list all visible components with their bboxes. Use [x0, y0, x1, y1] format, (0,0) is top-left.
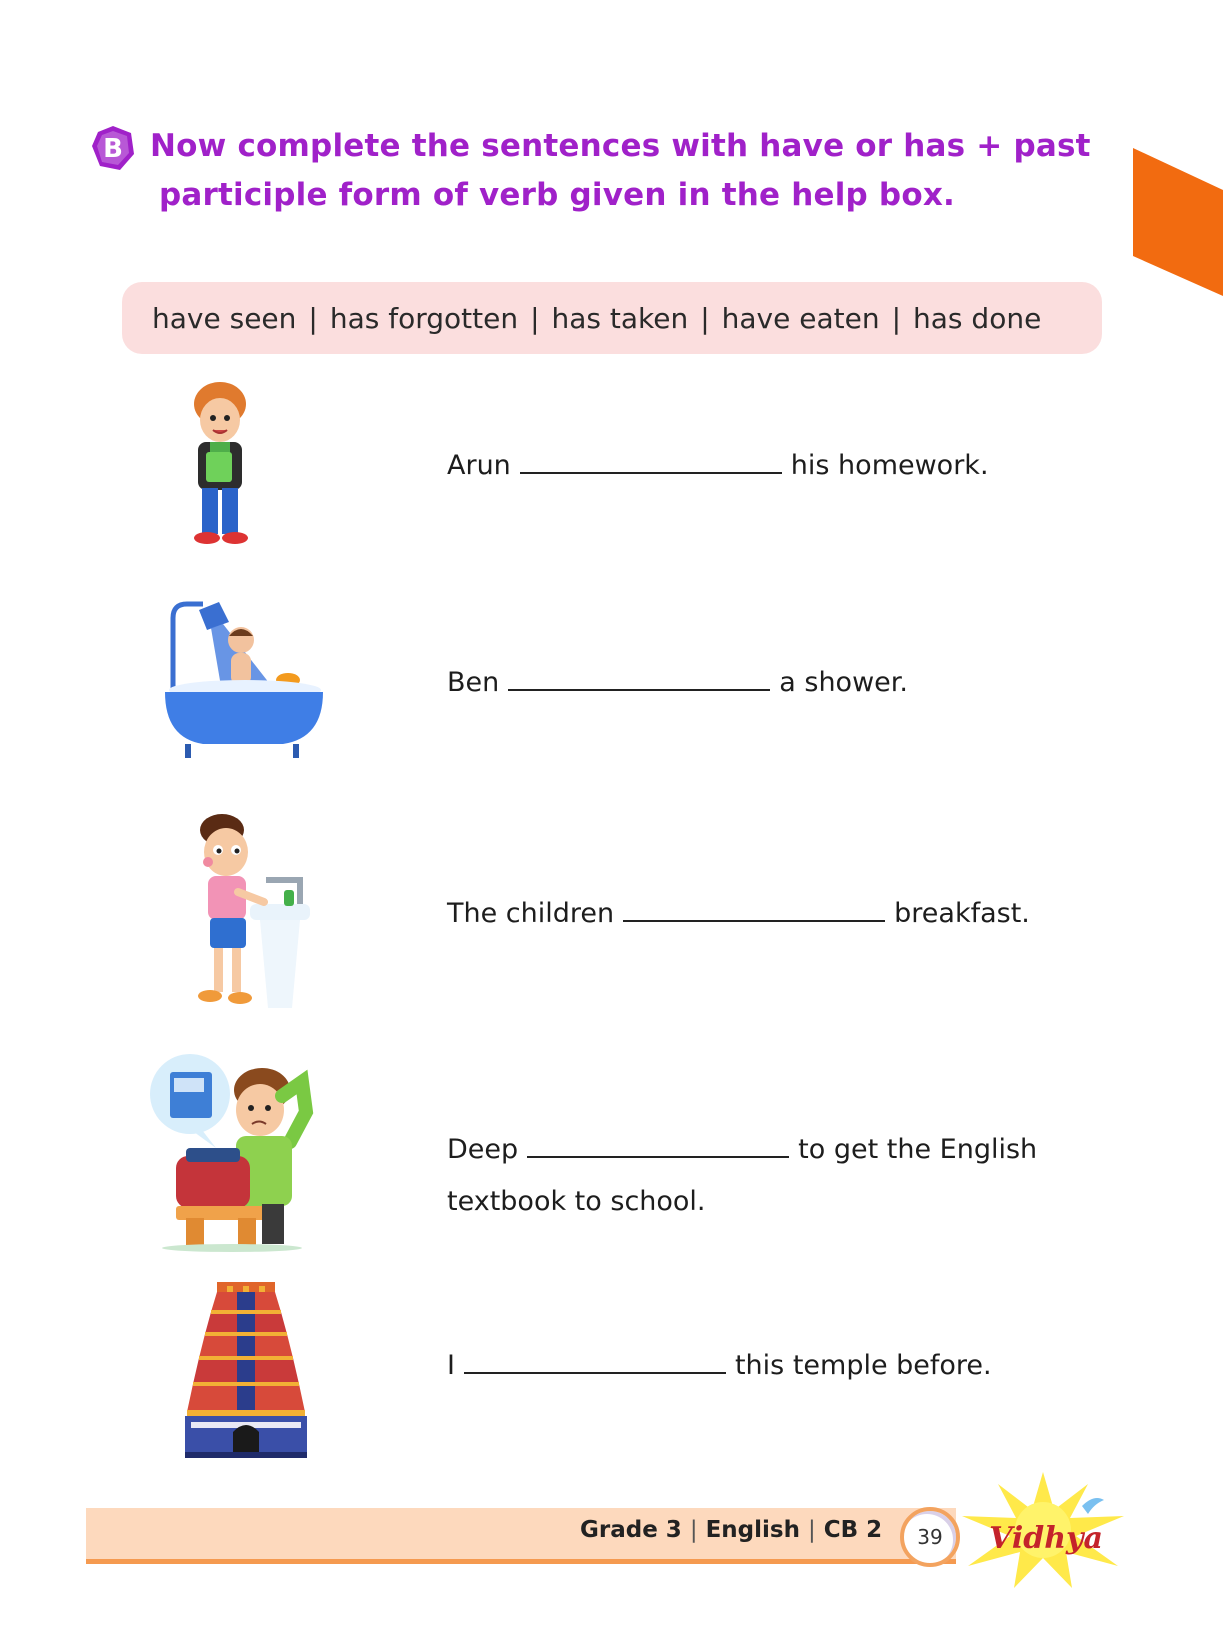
- sentence-4-line-2: textbook to school.: [447, 1186, 706, 1217]
- sentence-3-after: breakfast.: [894, 898, 1030, 929]
- sentence-2: [447, 657, 908, 709]
- sentence-5-after: this temple before.: [734, 1350, 992, 1381]
- section-heading: [150, 122, 1091, 220]
- answer-blank-2[interactable]: [508, 659, 770, 691]
- footer-grade: Grade 3: [580, 1517, 682, 1543]
- sentence-1-before: Arun: [447, 450, 511, 481]
- help-word: have seen: [152, 301, 297, 335]
- help-separator: |: [700, 301, 710, 335]
- sentence-4-before: Deep: [447, 1134, 519, 1165]
- sentence-4-after: to get the English: [798, 1134, 1038, 1165]
- boy-in-bathtub-illustration: [163, 598, 325, 768]
- help-word: has done: [913, 301, 1042, 335]
- help-word: has taken: [551, 301, 689, 335]
- sentence-2-after: a shower.: [779, 667, 908, 698]
- boy-washing-hands-illustration: [188, 812, 318, 1012]
- sentence-4: [447, 1124, 1037, 1228]
- heading-line-2: participle form of verb given in the help box.: [159, 177, 955, 213]
- logo-text: Vidhya: [989, 1521, 1103, 1556]
- boy-forgot-homework-illustration: [146, 1052, 318, 1252]
- corner-tab-decoration: [1133, 148, 1223, 296]
- help-separator: |: [530, 301, 540, 335]
- sentence-5: [447, 1340, 992, 1392]
- sentence-1-after: his homework.: [790, 450, 989, 481]
- sentence-5-before: I: [447, 1350, 455, 1381]
- help-word: have eaten: [721, 301, 880, 335]
- sentence-3: [447, 888, 1030, 940]
- footer-info: [580, 1517, 882, 1543]
- answer-blank-5[interactable]: [464, 1342, 726, 1374]
- temple-gopuram-illustration: [183, 1282, 309, 1458]
- help-separator: |: [308, 301, 318, 335]
- boy-with-book-illustration: [180, 380, 260, 550]
- sentence-1: [447, 440, 989, 492]
- heading-line-1: Now complete the sentences with have or has + past: [150, 128, 1091, 164]
- answer-blank-4[interactable]: [527, 1126, 789, 1158]
- sentence-2-before: Ben: [447, 667, 500, 698]
- sentence-3-before: The children: [447, 898, 615, 929]
- answer-blank-1[interactable]: [520, 442, 782, 474]
- answer-blank-3[interactable]: [623, 890, 885, 922]
- help-box: [122, 282, 1102, 354]
- help-word: has forgotten: [329, 301, 519, 335]
- footer-subject: English: [705, 1517, 800, 1543]
- footer-separator: |: [689, 1517, 698, 1543]
- help-separator: |: [891, 301, 902, 335]
- section-badge-letter: B: [103, 134, 123, 164]
- page-number: 39: [900, 1507, 960, 1567]
- section-badge-icon: [90, 124, 136, 172]
- footer-separator: |: [807, 1517, 816, 1543]
- vidhya-logo: [958, 1470, 1128, 1590]
- footer-book: CB 2: [823, 1517, 883, 1543]
